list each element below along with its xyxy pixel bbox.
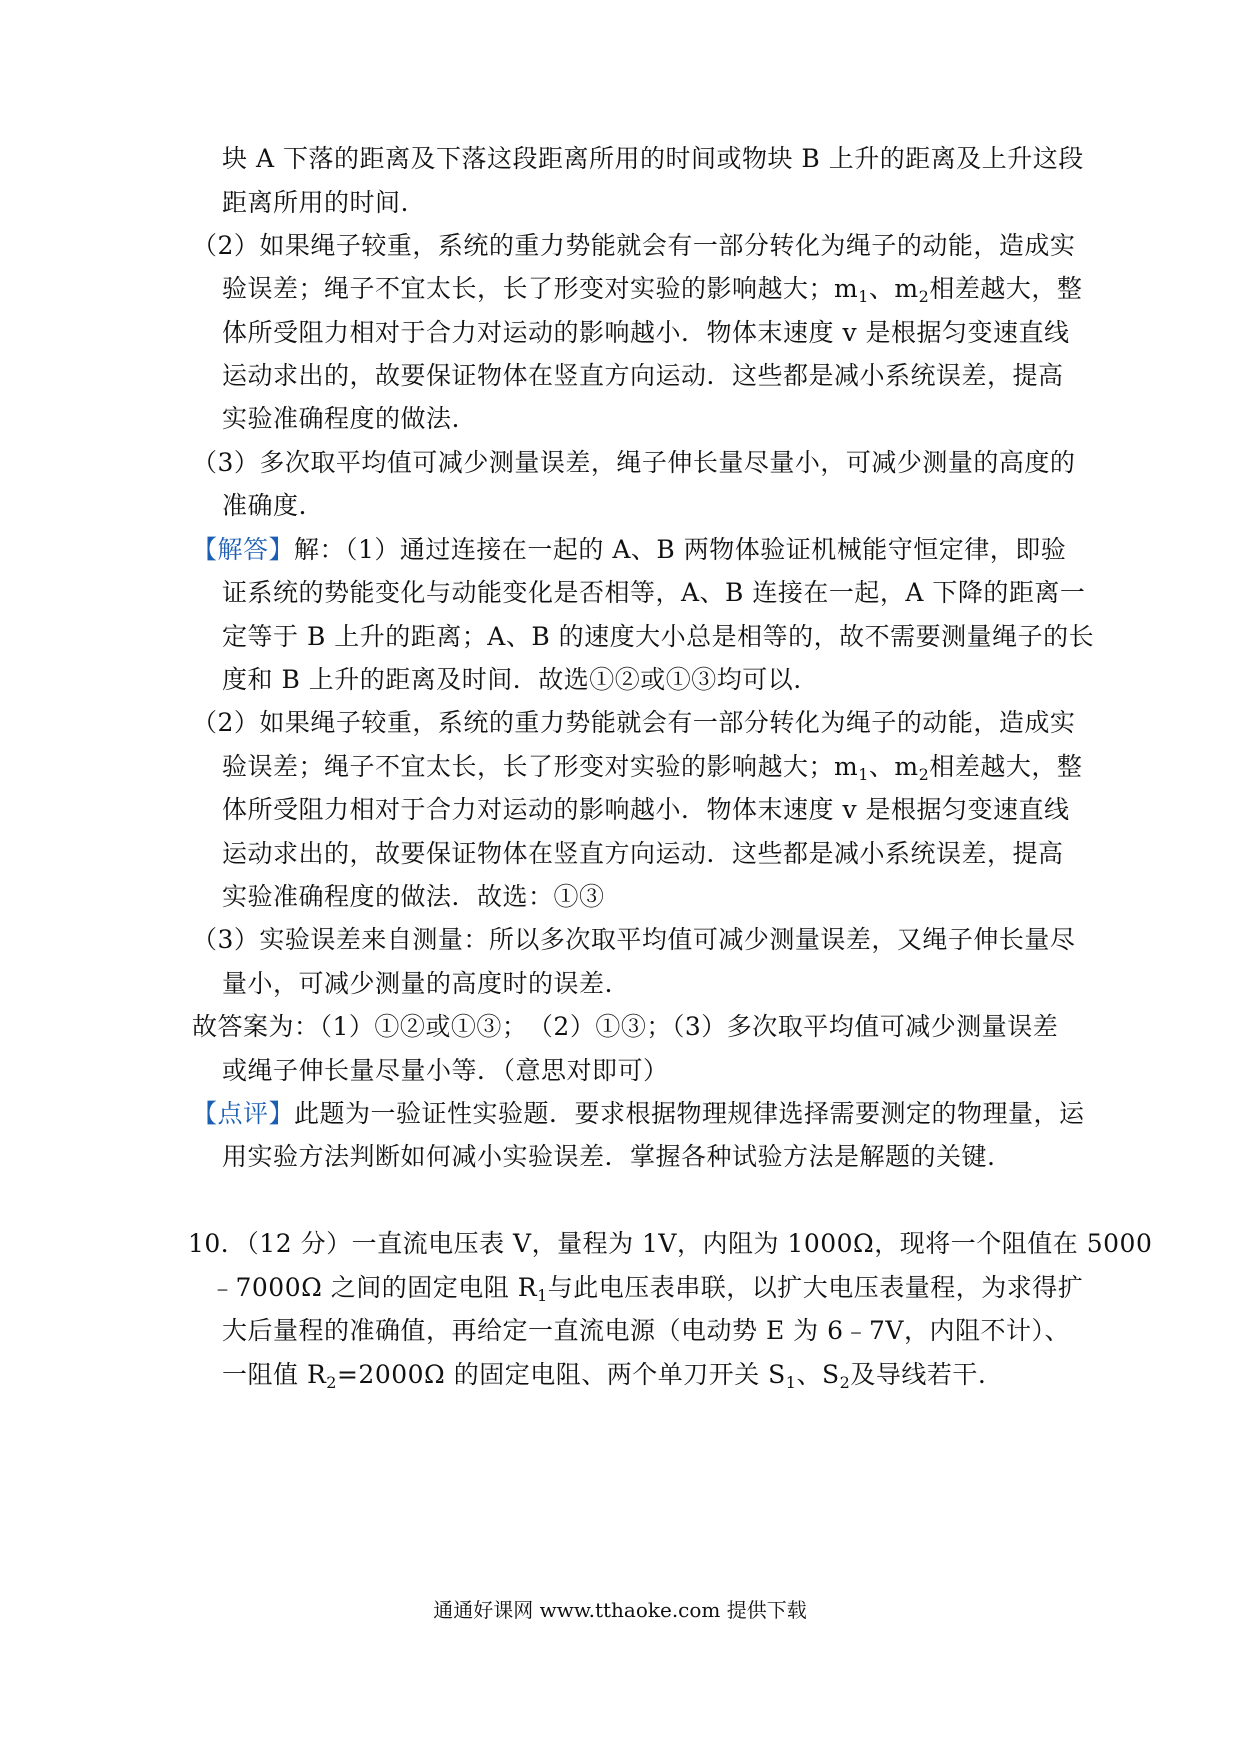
text-line: （2）如果绳子较重，系统的重力势能就会有一部分转化为绳子的动能，造成实 — [192, 708, 1076, 737]
text-segment: 一阻值 R — [222, 1360, 327, 1389]
text-line: 体所受阻力相对于合力对运动的影响越小．物体末速度 v 是根据匀变速直线 — [222, 795, 1070, 824]
text-segment: 此题为一验证性实验题．要求根据物理规律选择需要测定的物理量，运 — [294, 1099, 1085, 1128]
text-line: 大后量程的准确值，再给定一直流电源（电动势 E 为 6﹣7V，内阻不计）、 — [222, 1316, 1070, 1345]
subscript: 2 — [918, 287, 930, 306]
text-line — [192, 1097, 1085, 1131]
text-line: 量小，可减少测量的高度时的误差. — [222, 969, 613, 998]
subscript: 2 — [839, 1373, 851, 1392]
text-segment: 、m — [868, 274, 919, 303]
text-segment: 相差越大，整 — [929, 274, 1083, 303]
text-segment: 相差越大，整 — [929, 752, 1083, 781]
text-segment: 及导线若干. — [850, 1360, 987, 1389]
subscript: 2 — [918, 765, 930, 784]
text-line: 10．（12 分）一直流电压表 V，量程为 1V，内阻为 1000Ω，现将一个阻值在 5000 — [188, 1229, 1153, 1258]
text-line: 准确度. — [222, 491, 307, 520]
text-line: 运动求出的，故要保证物体在竖直方向运动．这些都是减小系统误差，提高 — [222, 361, 1064, 390]
text-segment: =2000Ω 的固定电阻、两个单刀开关 S — [336, 1360, 786, 1389]
text-segment: 解：（1）通过连接在一起的 A、B 两物体验证机械能守恒定律，即验 — [294, 535, 1067, 564]
text-line: 实验准确程度的做法．故选：①③ — [222, 882, 605, 911]
subscript: 1 — [858, 287, 869, 306]
text-line: 运动求出的，故要保证物体在竖直方向运动．这些都是减小系统误差，提高 — [222, 839, 1064, 868]
text-line: 用实验方法判断如何减小实验误差．掌握各种试验方法是解题的关键. — [222, 1142, 996, 1171]
subscript: 1 — [858, 765, 869, 784]
page-footer: 通通好课网 www.tthaoke.com 提供下载 — [433, 1598, 807, 1622]
text-line — [222, 750, 1082, 792]
subscript: 1 — [785, 1373, 797, 1392]
text-line: 定等于 B 上升的距离；A、B 的速度大小总是相等的，故不需要测量绳子的长 — [222, 622, 1095, 651]
subscript: 2 — [326, 1373, 337, 1392]
text-line: 故答案为：（1）①②或①③； （2）①③；（3）多次取平均值可减少测量误差 — [192, 1012, 1059, 1041]
text-line — [222, 272, 1082, 314]
subscript: 1 — [537, 1286, 548, 1305]
text-line: （2）如果绳子较重，系统的重力势能就会有一部分转化为绳子的动能，造成实 — [192, 231, 1076, 260]
text-line — [222, 1358, 986, 1400]
text-segment: 验误差；绳子不宜太长，长了形变对实验的影响越大；m — [222, 274, 859, 303]
text-segment: 、m — [868, 752, 919, 781]
text-line: 度和 B 上升的距离及时间．故选①②或①③均可以. — [222, 665, 802, 694]
text-line — [210, 1271, 1083, 1313]
text-line: 实验准确程度的做法. — [222, 404, 460, 433]
text-line: 距离所用的时间. — [222, 188, 409, 217]
review-tag: 【点评】 — [192, 1099, 295, 1128]
text-segment: ﹣7000Ω 之间的固定电阻 R — [210, 1273, 538, 1302]
text-line: 或绳子伸长量尽量小等．（意思对即可） — [222, 1056, 669, 1085]
text-line: 体所受阻力相对于合力对运动的影响越小．物体末速度 v 是根据匀变速直线 — [222, 318, 1070, 347]
text-line: （3）多次取平均值可减少测量误差，绳子伸长量尽量小，可减少测量的高度的 — [192, 448, 1076, 477]
text-segment: 与此电压表串联，以扩大电压表量程，为求得扩 — [547, 1273, 1084, 1302]
text-segment: 、S — [796, 1360, 840, 1389]
text-line: （3）实验误差来自测量：所以多次取平均值可减少测量误差，又绳子伸长量尽 — [192, 925, 1076, 954]
text-segment: 验误差；绳子不宜太长，长了形变对实验的影响越大；m — [222, 752, 859, 781]
text-line: 块 A 下落的距离及下落这段距离所用的时间或物块 B 上升的距离及上升这段 — [222, 144, 1084, 173]
text-line: 证系统的势能变化与动能变化是否相等，A、B 连接在一起，A 下降的距离一 — [222, 578, 1086, 607]
text-line — [192, 533, 1066, 567]
answer-tag: 【解答】 — [192, 535, 295, 564]
